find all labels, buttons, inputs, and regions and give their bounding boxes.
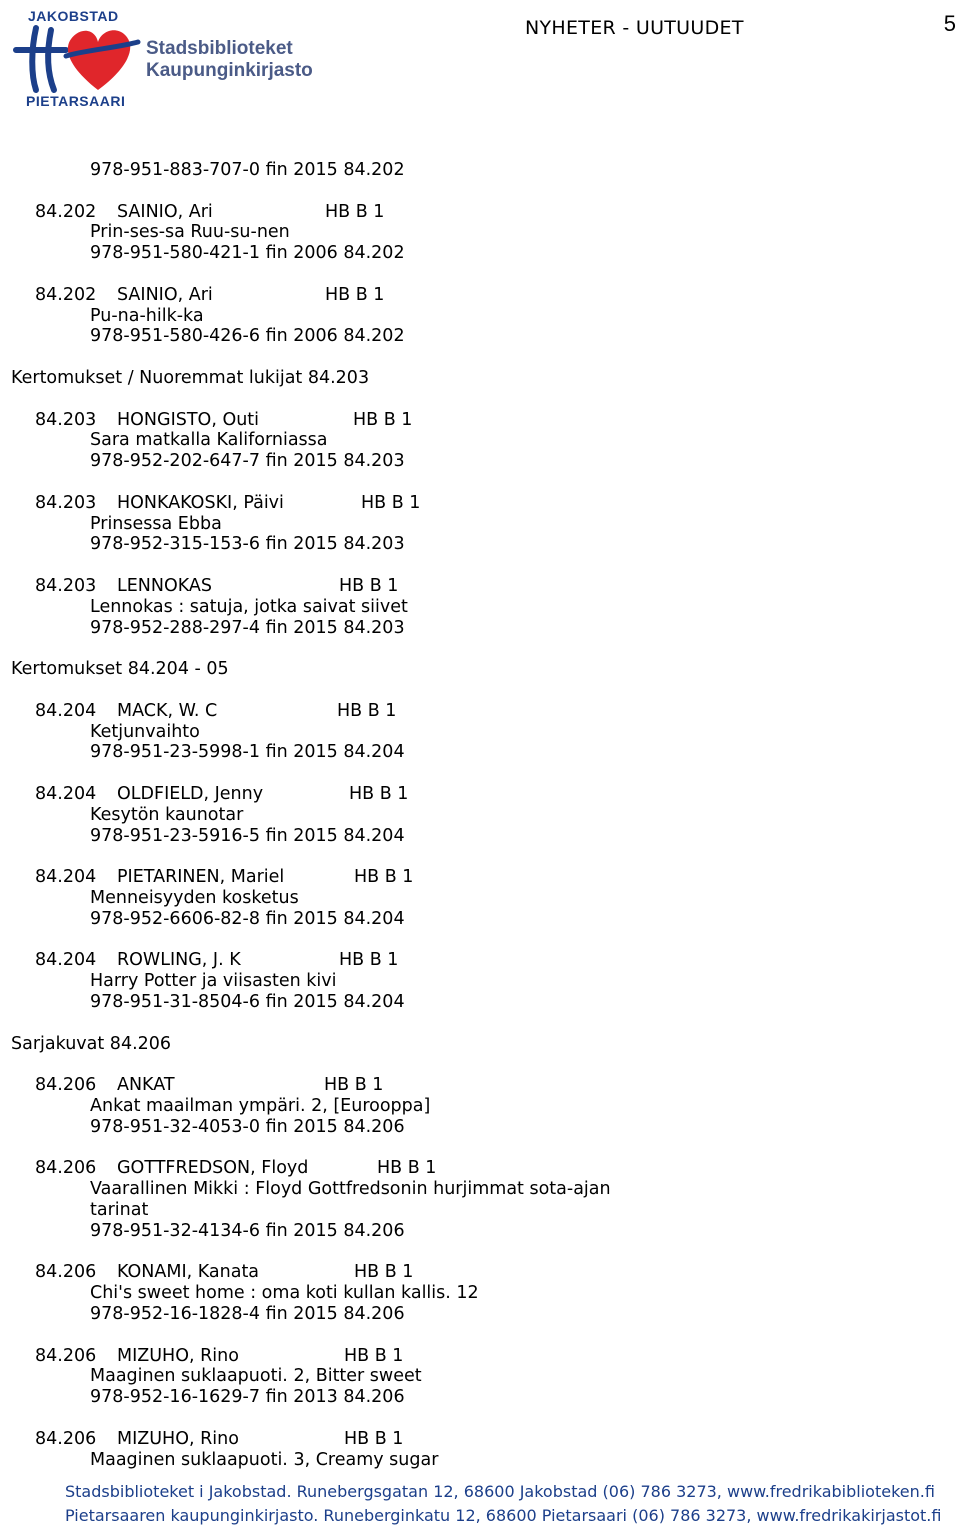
holding-code: HB B 1 xyxy=(325,284,385,305)
holding-code: HB B 1 xyxy=(337,700,397,721)
author-name: SAINIO, Ari xyxy=(117,284,213,305)
book-title-continued: tarinat xyxy=(90,1200,149,1220)
page-number: 5 xyxy=(943,11,956,36)
class-number: 84.204 xyxy=(35,784,97,804)
book-title: Prinsessa Ebba xyxy=(90,513,222,534)
logo-wordmark xyxy=(146,38,313,82)
class-number: 84.206 xyxy=(35,1428,97,1449)
isbn-line: 978-952-315-153-6 fin 2015 84.203 xyxy=(90,534,405,555)
class-number: 84.206 xyxy=(35,1075,97,1096)
author-name: PIETARINEN, Mariel xyxy=(117,867,285,888)
author-name: MACK, W. C xyxy=(117,700,218,721)
library-logo xyxy=(6,4,316,114)
class-number: 84.203 xyxy=(35,576,97,596)
isbn-line: 978-951-32-4053-0 fin 2015 84.206 xyxy=(90,1116,405,1137)
book-title: Pu-na-hilk-ka xyxy=(90,305,204,326)
book-title: Menneisyyden kosketus xyxy=(90,888,299,908)
book-title: Lennokas : satuja, jotka saivat siivet xyxy=(90,596,408,617)
author-name: HONGISTO, Outi xyxy=(117,409,260,430)
author-name: ROWLING, J. K xyxy=(117,950,241,971)
class-number: 84.203 xyxy=(35,492,97,513)
section-heading: Kertomukset 84.204 - 05 xyxy=(11,659,229,680)
book-title: Vaarallinen Mikki : Floyd Gottfredsonin hurjimmat sota-ajan xyxy=(90,1179,611,1200)
holding-code: HB B 1 xyxy=(354,1262,414,1283)
author-name: MIZUHO, Rino xyxy=(117,1428,239,1449)
heart-logo-icon xyxy=(6,20,146,94)
class-number: 84.204 xyxy=(35,950,97,971)
class-number: 84.206 xyxy=(35,1262,97,1283)
class-number: 84.202 xyxy=(35,201,97,222)
running-head: NYHETER - UUTUUDET xyxy=(525,17,744,39)
isbn-line: 978-952-16-1629-7 fin 2013 84.206 xyxy=(90,1387,405,1408)
isbn-line: 978-951-23-5916-5 fin 2015 84.204 xyxy=(90,825,405,846)
book-title: Kesytön kaunotar xyxy=(90,804,244,825)
class-number: 84.202 xyxy=(35,284,97,305)
holding-code: HB B 1 xyxy=(344,1345,404,1366)
section-heading: Sarjakuvat 84.206 xyxy=(11,1033,172,1054)
holding-code: HB B 1 xyxy=(353,409,413,430)
holding-code: HB B 1 xyxy=(339,576,399,596)
book-title: Maaginen suklaapuoti. 2, Bitter sweet xyxy=(90,1366,422,1387)
isbn-line: 978-952-202-647-7 fin 2015 84.203 xyxy=(90,451,405,472)
book-title: Prin-ses-sa Ruu-su-nen xyxy=(90,222,290,243)
author-name: OLDFIELD, Jenny xyxy=(117,784,264,804)
author-name: MIZUHO, Rino xyxy=(117,1345,239,1366)
author-name: GOTTFREDSON, Floyd xyxy=(117,1158,309,1179)
isbn-line: 978-952-6606-82-8 fin 2015 84.204 xyxy=(90,908,405,929)
book-title: Harry Potter ja viisasten kivi xyxy=(90,971,337,992)
class-number: 84.203 xyxy=(35,409,97,430)
class-number: 84.206 xyxy=(35,1158,97,1179)
isbn-line: 978-952-288-297-4 fin 2015 84.203 xyxy=(90,617,405,638)
isbn-line: 978-951-31-8504-6 fin 2015 84.204 xyxy=(90,992,405,1012)
logo-bottom-text: PIETARSAARI xyxy=(26,93,126,109)
book-title: Ankat maailman ympäri. 2, [Eurooppa] xyxy=(90,1096,431,1116)
author-name: LENNOKAS xyxy=(117,576,213,596)
page-header xyxy=(0,0,960,120)
author-name: KONAMI, Kanata xyxy=(117,1262,260,1283)
isbn-line: 978-951-580-426-6 fin 2006 84.202 xyxy=(90,326,405,347)
book-title: Sara matkalla Kaliforniassa xyxy=(90,430,328,451)
isbn-line: 978-951-23-5998-1 fin 2015 84.204 xyxy=(90,742,405,763)
holding-code: HB B 1 xyxy=(325,201,385,222)
class-number: 84.204 xyxy=(35,867,97,888)
footer-line-swedish: Stadsbiblioteket i Jakobstad. Runebergsgatan 12, 68600 Jakobstad (06) 786 3273, www.fredrikabiblioteken.fi xyxy=(65,1482,935,1501)
holding-code: HB B 1 xyxy=(349,784,409,804)
logo-top-text: JAKOBSTAD xyxy=(28,8,119,24)
logo-line-2: Kaupunginkirjasto xyxy=(146,60,313,81)
author-name: SAINIO, Ari xyxy=(117,201,213,222)
isbn-line: 978-951-580-421-1 fin 2006 84.202 xyxy=(90,243,405,264)
holding-code: HB B 1 xyxy=(324,1075,384,1096)
holding-code: HB B 1 xyxy=(354,867,414,888)
author-name: HONKAKOSKI, Päivi xyxy=(117,492,284,513)
section-heading: Kertomukset / Nuoremmat lukijat 84.203 xyxy=(11,368,370,388)
author-name: ANKAT xyxy=(117,1075,175,1096)
isbn-line: 978-951-883-707-0 fin 2015 84.202 xyxy=(90,160,405,180)
holding-code: HB B 1 xyxy=(377,1158,437,1179)
logo-line-1: Stadsbiblioteket xyxy=(146,38,293,59)
book-title: Chi's sweet home : oma koti kullan kallis. 12 xyxy=(90,1283,479,1304)
page-footer xyxy=(0,1482,960,1535)
holding-code: HB B 1 xyxy=(339,950,399,971)
class-number: 84.206 xyxy=(35,1345,97,1366)
footer-line-finnish: Pietarsaaren kaupunginkirjasto. Runeberginkatu 12, 68600 Pietarsaari (06) 786 3273, www.fredrikakirjastot.fi xyxy=(65,1506,942,1525)
holding-code: HB B 1 xyxy=(344,1428,404,1449)
book-title: Ketjunvaihto xyxy=(90,721,200,742)
isbn-line: 978-952-16-1828-4 fin 2015 84.206 xyxy=(90,1304,405,1324)
book-title: Maaginen suklaapuoti. 3, Creamy sugar xyxy=(90,1449,439,1470)
holding-code: HB B 1 xyxy=(361,492,421,513)
class-number: 84.204 xyxy=(35,700,97,721)
isbn-line: 978-951-32-4134-6 fin 2015 84.206 xyxy=(90,1220,405,1241)
